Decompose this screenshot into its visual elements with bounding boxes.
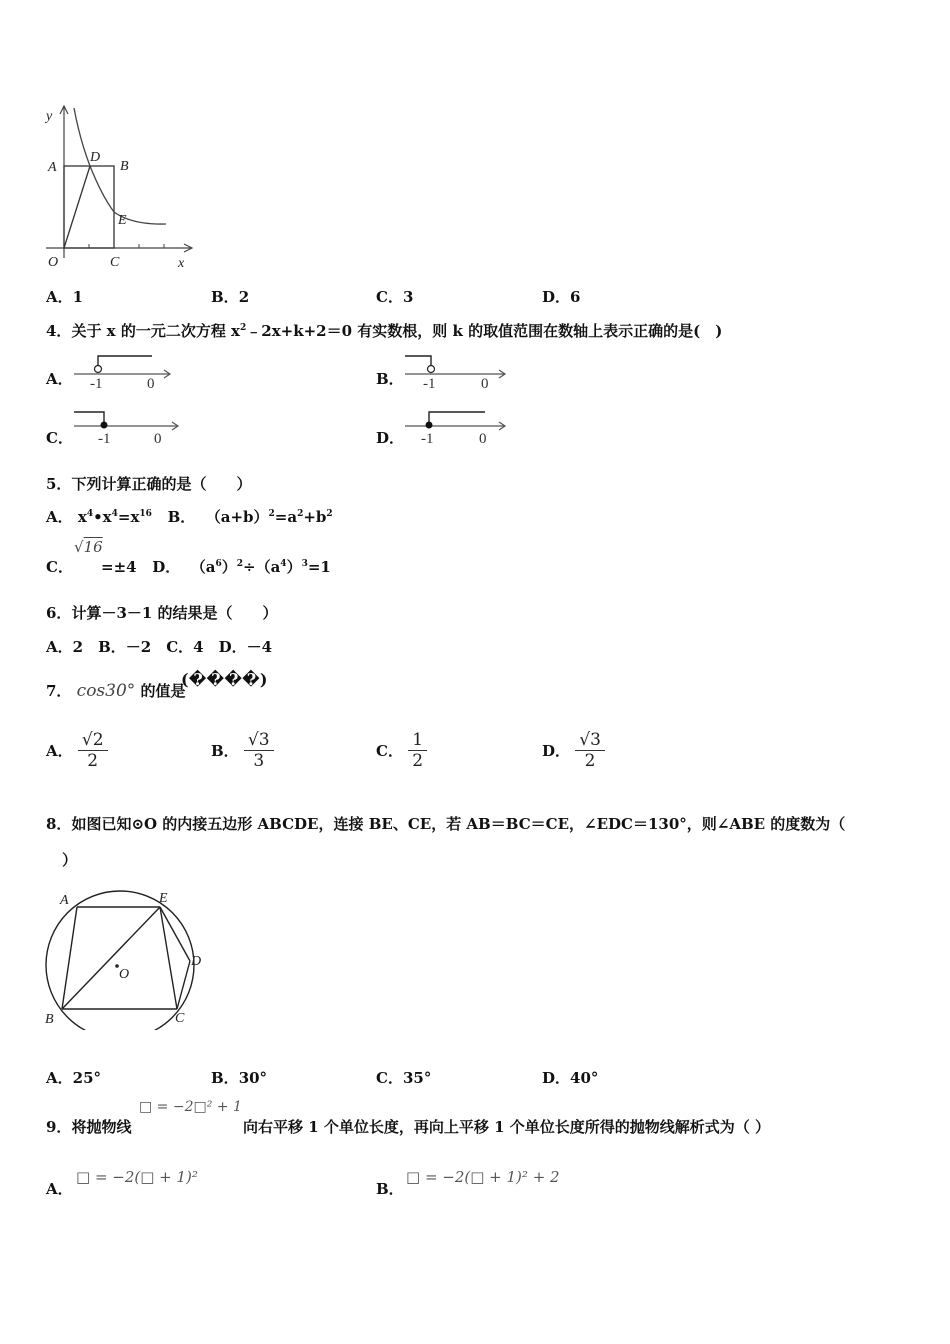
denominator: 2 (412, 751, 424, 771)
option-letter: B． (211, 288, 239, 306)
option-letter: D． (542, 1069, 571, 1087)
q4-option-a-numberline (72, 350, 176, 392)
point-B-label: B (120, 159, 129, 174)
option-value: 40° (570, 1069, 599, 1087)
option-letter: C． (376, 288, 403, 306)
tick-label-0: 0 (481, 376, 489, 392)
question-number: 4． (46, 322, 72, 340)
option-d-expr: $(a^6)^2\div(a^4)^3=1$ (185, 558, 331, 576)
fraction (408, 730, 427, 771)
q6-options: A．2 B．－2 C．4 D．－4 (46, 638, 273, 656)
point-A-label: A (48, 160, 57, 175)
point-E-label: E (159, 891, 168, 906)
point-C-label: C (175, 1011, 185, 1026)
q3-option-d (542, 286, 580, 307)
q6-stem (46, 602, 278, 623)
option-letter: B． (211, 1069, 239, 1087)
range-bracket (74, 412, 104, 425)
tick-label-0: 0 (147, 376, 155, 392)
q5-option-c-rest (101, 556, 331, 577)
option-value: 25° (72, 1069, 102, 1087)
tick-label-neg1: -1 (423, 376, 436, 392)
option-value: 3 (402, 288, 414, 306)
q9-option-a-expr: □ = −2(□ + 1)² (76, 1168, 198, 1186)
point-B-label: B (45, 1012, 54, 1027)
segment-OD (64, 166, 90, 248)
tick-label-0: 0 (479, 431, 487, 447)
point-D-label: D (191, 954, 202, 969)
option-value: 2 (238, 288, 250, 306)
option-value: 30° (238, 1069, 268, 1087)
x-label: x (178, 256, 185, 271)
q4-option-c-letter: C． (46, 429, 73, 447)
center-O-label: O (119, 967, 130, 982)
range-bracket (98, 356, 152, 369)
option-letter: A． (46, 508, 73, 526)
option-value: 6 (570, 288, 581, 306)
q9-stem-end: 向右平移 1 个单位长度，再向上平移 1 个单位长度所得的抛物线解析式为（ ） (243, 1118, 770, 1136)
option-letter: B． (211, 742, 239, 760)
segment-BE (62, 907, 160, 1009)
stem-text-rest: ﹣2x+k+2＝0 有实数根，则 k 的取值范围在数轴上表示正确的是( ) (246, 322, 723, 340)
option-letter: B． (167, 508, 196, 526)
range-bracket (405, 356, 431, 369)
q7-option-b (211, 730, 274, 771)
tick-label-neg1: -1 (421, 431, 434, 447)
cos-expression: cos30° (76, 681, 136, 701)
q5-options-cd (46, 556, 73, 577)
denominator: 2 (584, 751, 596, 771)
fraction (78, 730, 108, 771)
stem-text: 如图已知⊙O 的内接五边形 ABCDE，连接 BE、CE，若 AB＝BC＝CE，∠EDC＝130°，则∠ABE 的度数为（ (71, 815, 846, 833)
q7-option-a (46, 730, 108, 771)
point-E-label: E (118, 213, 127, 228)
option-letter: A． (46, 742, 73, 760)
stem-text: 计算－3－1 的结果是（ ） (71, 604, 278, 622)
q7-option-d (542, 730, 605, 771)
q3-graph-figure (40, 100, 210, 275)
q8-stem-cont: ） (62, 851, 78, 869)
q4-option-a-letter: A． (46, 370, 73, 388)
q7-paren: (����) (181, 670, 268, 689)
range-bracket (429, 412, 485, 425)
question-number: 9． (46, 1118, 72, 1136)
q4-option-b-letter: B． (376, 370, 404, 388)
q5-options-ab (46, 506, 333, 527)
numerator: √3 (244, 730, 274, 751)
q4-option-c-numberline (72, 408, 184, 450)
q4-option-d-letter: D． (376, 429, 405, 447)
question-number: 5． (46, 475, 72, 493)
q7-stem (46, 680, 186, 701)
option-value: 1 (72, 288, 84, 306)
option-a-expr: $x^4•x^4=x^{16}$ (77, 508, 152, 526)
denominator: 3 (253, 751, 265, 771)
question-number: 7． (46, 682, 72, 700)
numerator: √3 (575, 730, 605, 751)
rectangle-OABC (64, 166, 114, 248)
question-number: 6． (46, 604, 72, 622)
filled-point (426, 422, 433, 429)
option-b-expr: $(a+b)^2=a^2+b^2$ (200, 508, 333, 526)
stem-text: 的值是 (135, 682, 186, 700)
tick-label-neg1: -1 (90, 376, 103, 392)
radicand: 16 (83, 538, 103, 556)
filled-point (101, 422, 108, 429)
option-letter: A． (46, 1069, 73, 1087)
option-letter: C． (376, 1069, 403, 1087)
q5-stem (46, 473, 251, 494)
q8-stem (46, 813, 845, 834)
q7-option-c (376, 730, 427, 771)
q9-parabola-expr: □ = −2□² + 1 (139, 1099, 242, 1115)
q8-option-b (211, 1067, 267, 1088)
q4-option-b-numberline (403, 350, 511, 392)
option-letter: C． (46, 558, 73, 576)
q5-option-c-sqrt: √16 (74, 538, 103, 556)
q8-circle-figure (40, 885, 210, 1030)
point-D-label: D (90, 150, 101, 165)
denominator: 2 (87, 751, 99, 771)
point-A-label: A (60, 893, 69, 908)
q8-option-d (542, 1067, 598, 1088)
q9-option-b-expr: □ = −2(□ + 1)² + 2 (406, 1168, 560, 1186)
option-letter: C． (376, 742, 403, 760)
tick-label-0: 0 (154, 431, 162, 447)
q9-option-b-letter: B． (376, 1180, 404, 1198)
open-point (428, 366, 435, 373)
q8-option-a (46, 1067, 101, 1088)
stem-text: 下列计算正确的是（ ） (71, 475, 252, 493)
q9-option-a-letter: A． (46, 1180, 73, 1198)
option-letter: A． (46, 288, 73, 306)
segment-AB (62, 907, 77, 1009)
open-point (95, 366, 102, 373)
q4-stem (46, 320, 722, 341)
q8-option-c (376, 1067, 431, 1088)
option-letter: D． (152, 558, 181, 576)
tick-label-neg1: -1 (98, 431, 111, 447)
option-letter: D． (542, 742, 571, 760)
option-c-value: =±4 (101, 558, 137, 576)
numerator: 1 (408, 730, 427, 751)
option-value: 35° (402, 1069, 432, 1087)
q3-option-c (376, 286, 413, 307)
q3-option-b (211, 286, 249, 307)
question-number: 8． (46, 815, 72, 833)
option-letter: D． (542, 288, 571, 306)
stem-sup: 2 (240, 323, 247, 333)
stem-text: 将抛物线 (71, 1118, 132, 1136)
fraction (575, 730, 605, 771)
q4-option-d-numberline (403, 408, 511, 450)
stem-text: 关于 x 的一元二次方程 x (71, 322, 240, 340)
y-label: y (46, 109, 53, 124)
q3-option-a (46, 286, 83, 307)
point-C-label: C (110, 255, 120, 270)
origin-label: O (48, 255, 59, 270)
q9-stem-start (46, 1116, 131, 1137)
fraction (244, 730, 274, 771)
numerator: √2 (78, 730, 108, 751)
